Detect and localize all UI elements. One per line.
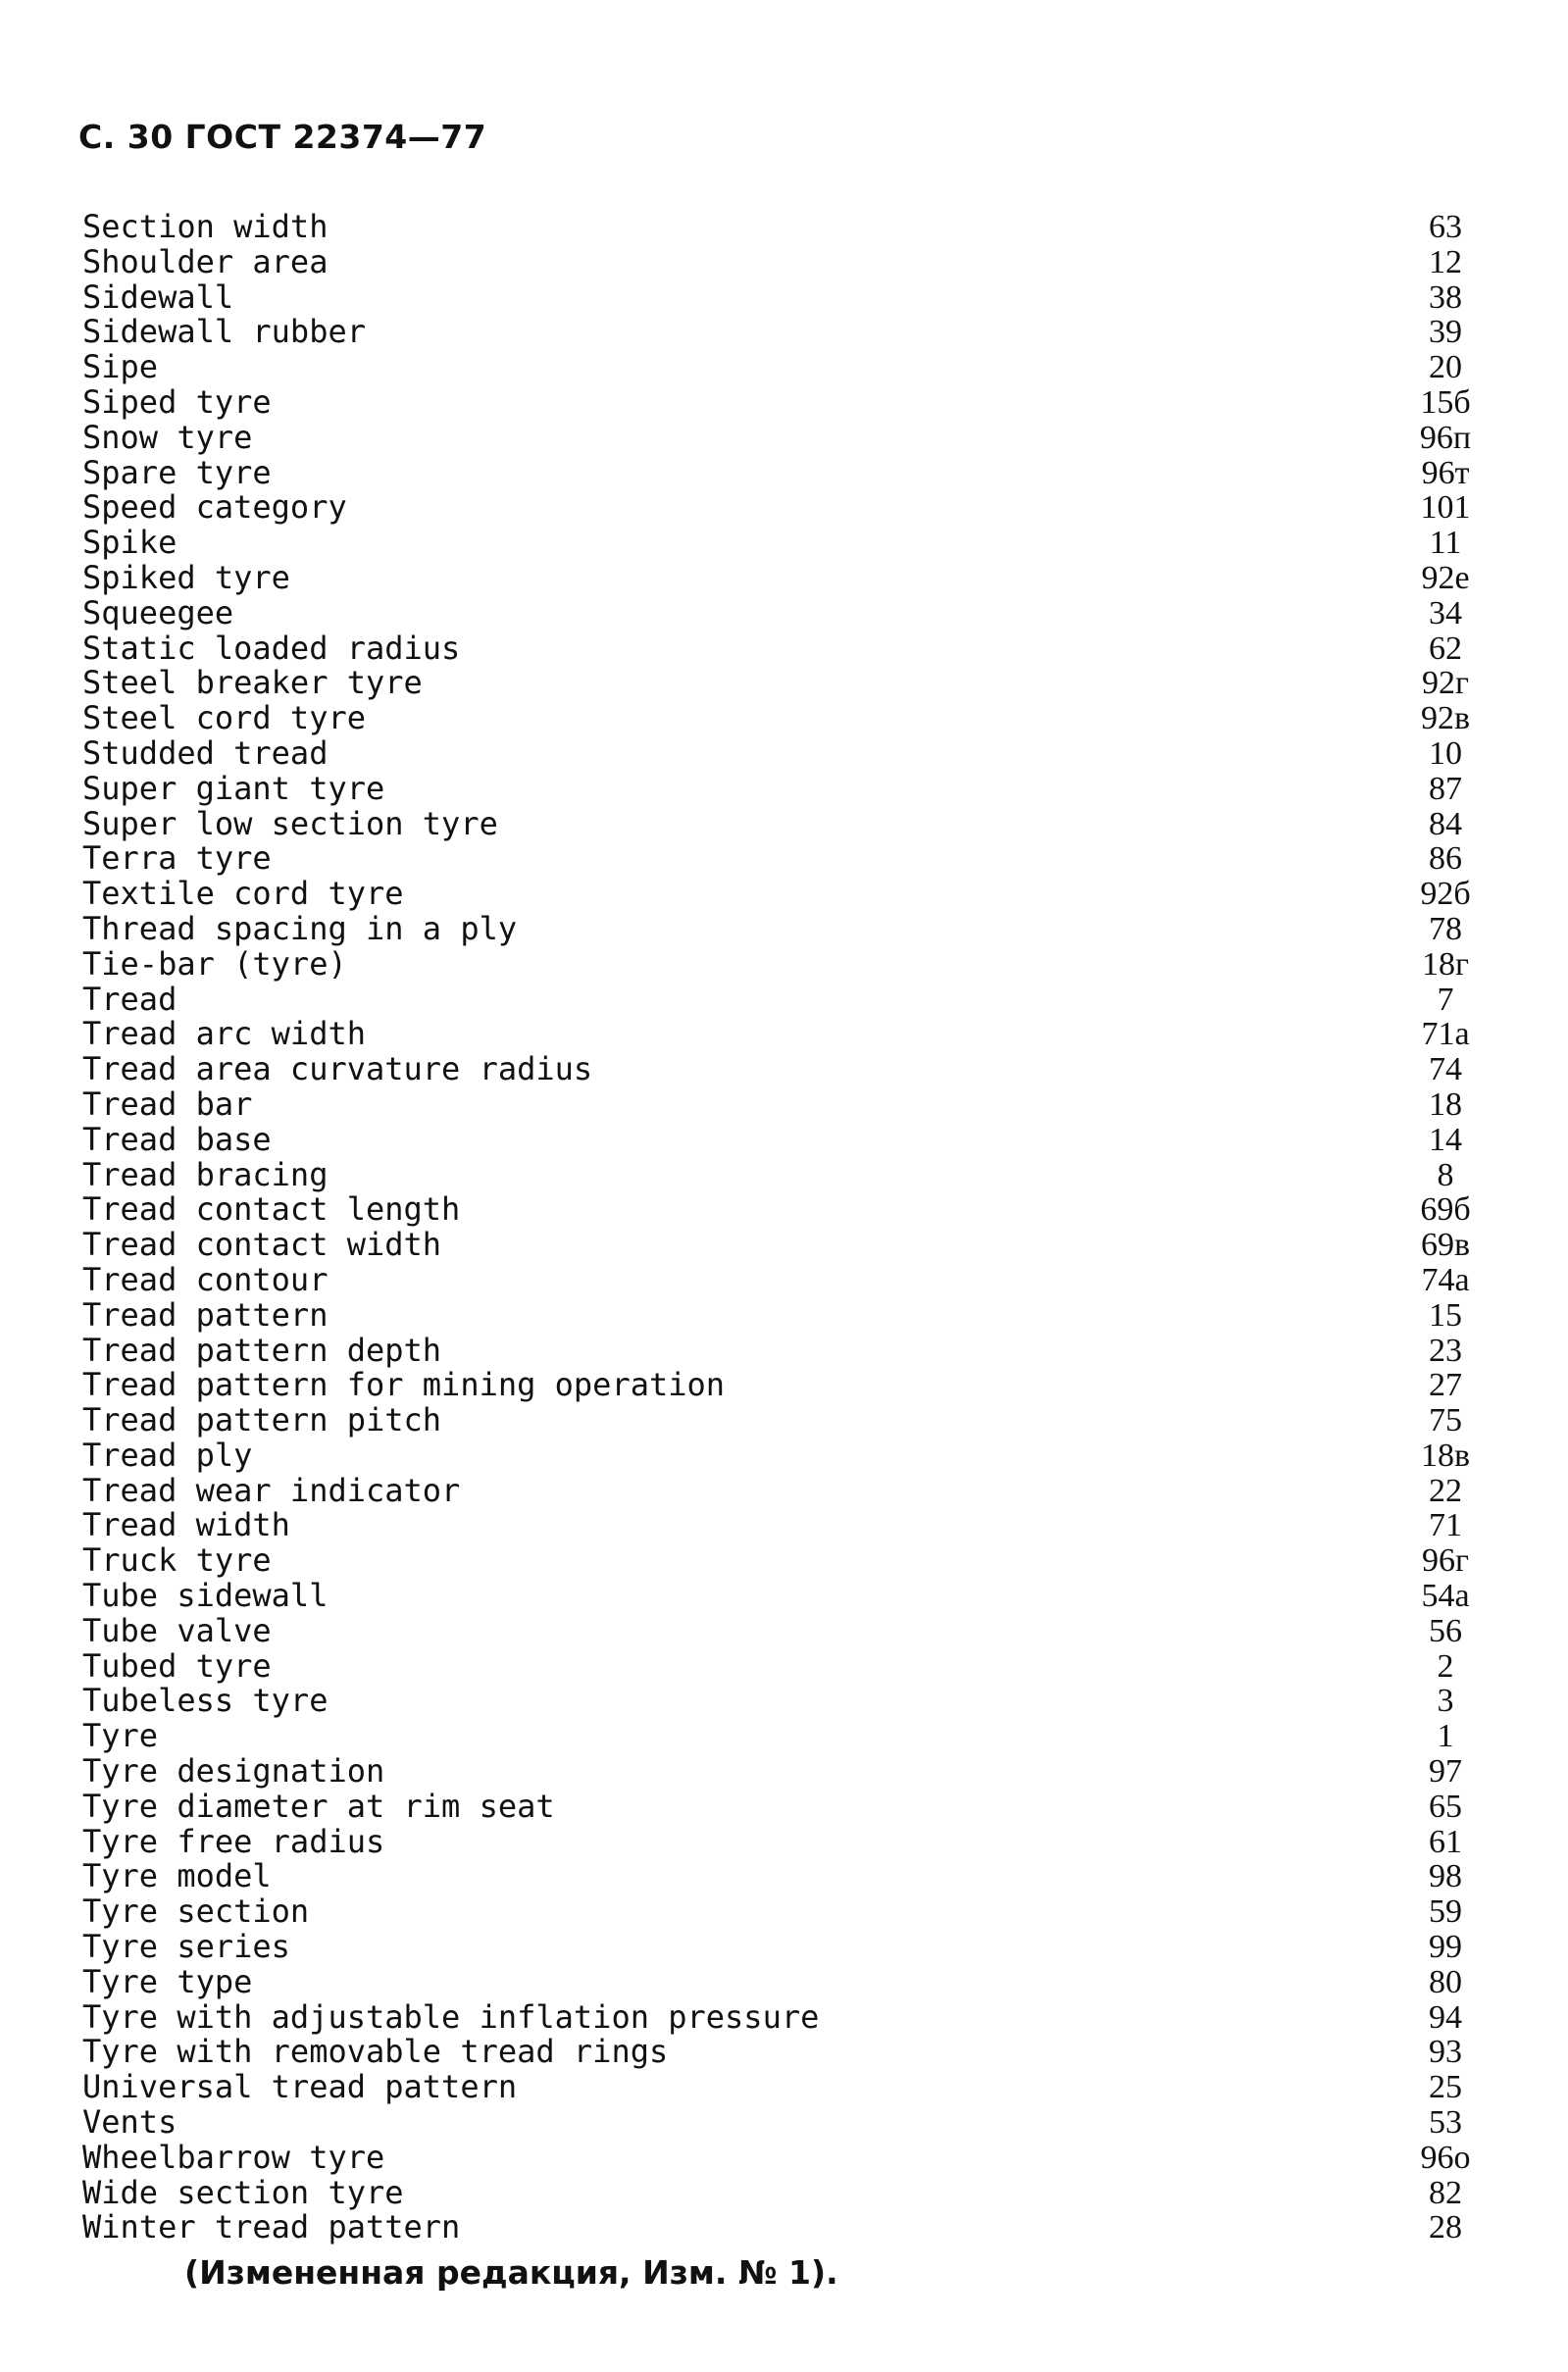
entry-reference-number: 69в [1420, 1227, 1471, 1264]
index-entry [82, 1754, 1494, 1790]
entry-term: Tread pattern pitch [82, 1401, 442, 1439]
term-index-list [82, 210, 1494, 2246]
amendment-note: (Измененная редакция, Изм. № 1). [184, 2253, 838, 2292]
entry-term: Tyre free radius [82, 1822, 385, 1860]
entry-reference-number: 63 [1429, 209, 1462, 245]
index-entry [82, 1719, 1494, 1754]
entry-reference-number: 80 [1429, 1963, 1462, 2000]
entry-term: Tyre diameter at rim seat [82, 1787, 555, 1825]
entry-term: Speed category [82, 488, 347, 527]
entry-reference-number: 28 [1429, 2209, 1462, 2246]
entry-term: Sidewall [82, 278, 234, 316]
entry-reference-number: 53 [1429, 2104, 1462, 2142]
index-entry [82, 210, 1494, 245]
index-entry [82, 2035, 1494, 2070]
entry-term: Textile cord tyre [82, 875, 404, 913]
entry-term: Tubeless tyre [82, 1682, 329, 1720]
entry-reference-number: 8 [1437, 1156, 1454, 1193]
entry-term: Tread pattern depth [82, 1331, 442, 1369]
entry-term: Tyre model [82, 1857, 272, 1895]
index-entry [82, 526, 1494, 561]
index-entry [82, 2138, 1494, 2176]
entry-reference-number: 82 [1429, 2174, 1462, 2211]
entry-term: Tread pattern for mining operation [82, 1366, 726, 1404]
entry-term: Snow tyre [82, 418, 253, 456]
index-entry [82, 1120, 1494, 1158]
entry-reference-number: 69б [1420, 1191, 1471, 1229]
entry-reference-number: 99 [1429, 1929, 1462, 1966]
index-entry [82, 453, 1494, 491]
entry-reference-number: 86 [1429, 840, 1462, 878]
entry-reference-number: 96т [1421, 454, 1470, 491]
index-entry [82, 1260, 1494, 1298]
entry-term: Tyre [82, 1717, 159, 1755]
entry-reference-number: 25 [1429, 2069, 1462, 2106]
index-entry [82, 1331, 1494, 1369]
entry-reference-number: 61 [1429, 1823, 1462, 1860]
index-entry [82, 1155, 1494, 1193]
entry-reference-number: 18г [1422, 945, 1469, 983]
entry-reference-number: 74 [1429, 1051, 1462, 1088]
entry-reference-number: 92е [1421, 559, 1470, 596]
entry-term: Super giant tyre [82, 769, 385, 807]
entry-reference-number: 74а [1421, 1261, 1470, 1298]
entry-reference-number: 71а [1421, 1016, 1470, 1053]
index-entry [82, 1403, 1494, 1438]
index-entry [82, 1859, 1494, 1894]
index-entry [82, 1684, 1494, 1719]
index-entry [82, 558, 1494, 596]
entry-term: Tubed tyre [82, 1646, 272, 1685]
entry-reference-number: 2 [1437, 1647, 1454, 1685]
entry-term: Spare tyre [82, 453, 272, 491]
entry-reference-number: 15б [1420, 383, 1471, 421]
index-entry [82, 769, 1494, 807]
entry-term: Sidewall rubber [82, 313, 366, 351]
entry-term: Siped tyre [82, 382, 272, 421]
entry-term: Steel breaker tyre [82, 664, 423, 702]
entry-reference-number: 84 [1429, 805, 1462, 842]
index-entry [82, 1368, 1494, 1403]
index-entry [82, 1822, 1494, 1860]
index-entry [82, 1894, 1494, 1930]
index-entry [82, 841, 1494, 877]
index-entry [82, 1295, 1494, 1334]
entry-reference-number: 92б [1420, 876, 1471, 913]
index-entry [82, 1962, 1494, 2000]
entry-reference-number: 54а [1421, 1578, 1470, 1615]
index-entry [82, 1508, 1494, 1543]
entry-term: Tread wear indicator [82, 1471, 461, 1509]
entry-reference-number: 65 [1429, 1788, 1462, 1825]
index-entry [82, 1997, 1494, 2036]
index-entry [82, 490, 1494, 526]
entry-term: Wide section tyre [82, 2173, 404, 2211]
entry-reference-number: 7 [1437, 981, 1454, 1018]
entry-reference-number: 18 [1429, 1085, 1462, 1123]
index-entry [82, 631, 1494, 667]
entry-term: Tread arc width [82, 1015, 366, 1053]
index-entry [82, 877, 1494, 912]
page-header: С. 30 ГОСТ 22374—77 [78, 118, 487, 156]
entry-term: Tyre section [82, 1893, 310, 1931]
index-entry [82, 242, 1494, 280]
entry-reference-number: 87 [1429, 770, 1462, 807]
entry-term: Spiked tyre [82, 558, 290, 596]
entry-reference-number: 22 [1429, 1472, 1462, 1509]
index-entry [82, 1471, 1494, 1509]
index-entry [82, 2105, 1494, 2141]
entry-reference-number: 62 [1429, 630, 1462, 667]
entry-reference-number: 98 [1429, 1858, 1462, 1895]
entry-reference-number: 1 [1437, 1718, 1454, 1755]
entry-term: Tyre with adjustable inflation pressure [82, 1997, 820, 2036]
index-entry [82, 382, 1494, 421]
index-entry [82, 1192, 1494, 1228]
entry-term: Tyre type [82, 1962, 253, 2000]
entry-reference-number: 18в [1420, 1437, 1471, 1474]
index-entry [82, 418, 1494, 456]
entry-term: Tread bar [82, 1085, 253, 1123]
index-entry [82, 1228, 1494, 1263]
entry-reference-number: 15 [1429, 1296, 1462, 1334]
index-entry [82, 2210, 1494, 2246]
entry-term: Spike [82, 524, 177, 562]
index-entry [82, 804, 1494, 842]
entry-term: Steel cord tyre [82, 699, 366, 737]
entry-term: Wheelbarrow tyre [82, 2138, 385, 2176]
entry-reference-number: 3 [1437, 1683, 1454, 1720]
entry-term: Super low section tyre [82, 804, 498, 842]
entry-reference-number: 71 [1429, 1507, 1462, 1544]
index-entry [82, 909, 1494, 947]
index-entry [82, 2070, 1494, 2105]
index-entry [82, 1646, 1494, 1685]
index-entry [82, 1017, 1494, 1052]
entry-reference-number: 20 [1429, 349, 1462, 386]
entry-reference-number: 34 [1429, 594, 1462, 631]
entry-term: Studded tread [82, 733, 329, 772]
index-entry [82, 666, 1494, 701]
index-entry [82, 593, 1494, 631]
entry-term: Static loaded radius [82, 629, 461, 667]
index-entry [82, 1787, 1494, 1825]
entry-term: Tread ply [82, 1436, 253, 1474]
index-entry [82, 315, 1494, 350]
entry-reference-number: 78 [1429, 910, 1462, 947]
entry-term: Tyre series [82, 1928, 290, 1966]
index-entry [82, 350, 1494, 385]
entry-term: Tread base [82, 1120, 272, 1158]
index-entry [82, 701, 1494, 736]
entry-term: Tread area curvature radius [82, 1050, 593, 1088]
index-entry [82, 280, 1494, 316]
entry-term: Squeegee [82, 593, 234, 631]
entry-reference-number: 12 [1429, 243, 1462, 280]
entry-reference-number: 75 [1429, 1402, 1462, 1439]
entry-reference-number: 97 [1429, 1753, 1462, 1791]
index-entry [82, 733, 1494, 772]
entry-reference-number: 39 [1429, 314, 1462, 351]
entry-term: Tube sidewall [82, 1577, 329, 1615]
entry-term: Section width [82, 208, 329, 245]
entry-reference-number: 92в [1420, 700, 1471, 737]
entry-term: Shoulder area [82, 242, 329, 280]
entry-reference-number: 11 [1429, 525, 1462, 562]
entry-term: Tie-bar (tyre) [82, 944, 347, 983]
index-entry [82, 1579, 1494, 1614]
entry-term: Sipe [82, 348, 159, 386]
entry-term: Tyre designation [82, 1752, 385, 1791]
entry-term: Winter tread pattern [82, 2208, 461, 2246]
entry-reference-number: 23 [1429, 1332, 1462, 1369]
entry-term: Tread contact width [82, 1226, 442, 1264]
entry-reference-number: 96о [1420, 2139, 1471, 2176]
entry-reference-number: 94 [1429, 1998, 1462, 2036]
entry-reference-number: 59 [1429, 1893, 1462, 1931]
entry-reference-number: 14 [1429, 1121, 1462, 1158]
entry-reference-number: 101 [1420, 489, 1471, 527]
index-entry [82, 1087, 1494, 1123]
entry-reference-number: 38 [1429, 278, 1462, 316]
index-entry [82, 2173, 1494, 2211]
entry-reference-number: 10 [1429, 734, 1462, 772]
entry-reference-number: 93 [1429, 2034, 1462, 2071]
entry-term: Tread [82, 980, 177, 1018]
entry-term: Tube valve [82, 1611, 272, 1649]
entry-term: Universal tread pattern [82, 2068, 518, 2106]
entry-term: Tread bracing [82, 1155, 329, 1193]
entry-reference-number: 27 [1429, 1367, 1462, 1404]
index-entry [82, 1611, 1494, 1649]
entry-reference-number: 96п [1419, 419, 1472, 456]
entry-term: Truck tyre [82, 1541, 272, 1580]
entry-term: Tread contour [82, 1260, 329, 1298]
entry-term: Tyre with removable tread rings [82, 2033, 669, 2071]
entry-reference-number: 96г [1422, 1542, 1469, 1580]
index-entry [82, 1052, 1494, 1087]
entry-reference-number: 92г [1422, 665, 1469, 702]
index-entry [82, 1543, 1494, 1579]
index-entry [82, 980, 1494, 1018]
index-entry [82, 1930, 1494, 1965]
index-entry [82, 944, 1494, 983]
entry-term: Thread spacing in a ply [82, 909, 518, 947]
entry-term: Tread contact length [82, 1190, 461, 1229]
entry-term: Tread pattern [82, 1295, 329, 1334]
entry-reference-number: 56 [1429, 1612, 1462, 1649]
entry-term: Vents [82, 2103, 177, 2142]
entry-term: Tread width [82, 1506, 290, 1544]
entry-term: Terra tyre [82, 839, 272, 878]
index-entry [82, 1438, 1494, 1474]
